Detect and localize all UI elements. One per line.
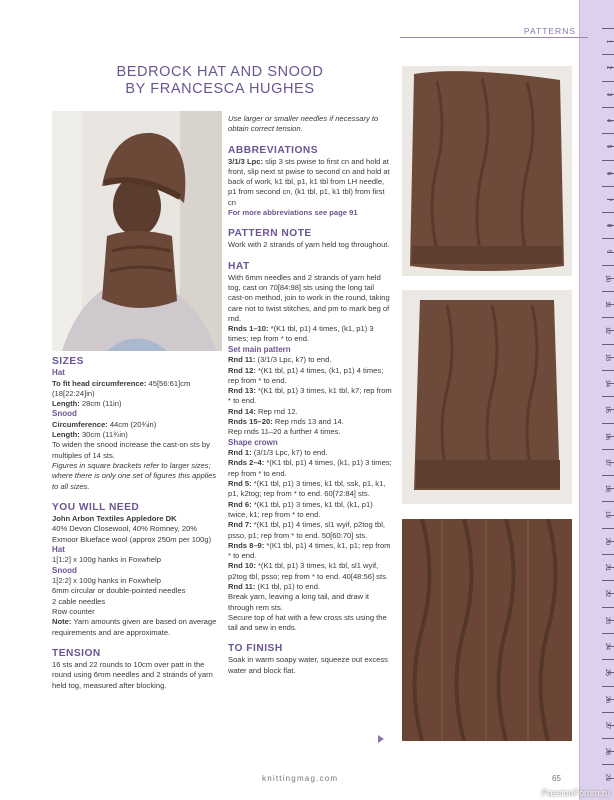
round-11 [228, 355, 392, 365]
abbreviations-heading: ABBREVIATIONS [228, 144, 319, 156]
model-photo [52, 111, 222, 351]
ruler-label: 3 [605, 92, 613, 96]
snood-length-value: 30cm (11¾in) [79, 430, 128, 440]
yarn-note [52, 617, 220, 638]
to-finish-heading: TO FINISH [228, 643, 283, 655]
rounds-text: Rep rnd 12. [255, 406, 298, 416]
ruler-label: 26 [603, 695, 611, 703]
rounds-label: Rnd 13: [228, 386, 256, 396]
ruler-label: 4 [605, 118, 613, 123]
ruler-label: 20 [603, 537, 611, 545]
ruler-label: 1 [605, 39, 613, 44]
crown-rounds-2-4 [228, 458, 392, 479]
pattern-note-text: Work with 2 strands of yarn held tog throughout. [228, 240, 390, 250]
rounds-text: *(K1 tbl, p1) 4 times, sl1 wyif, p2tog tbl, psso, p1; rep from * to end. 50[60:70] sts. [228, 520, 385, 540]
rounds-label: Rnd 11: [228, 581, 256, 591]
circ-value: 44cm (20¾in) [107, 419, 157, 429]
ruler-tick [602, 449, 614, 450]
ruler-label: 5 [605, 144, 613, 149]
rounds-text: *(K1 tbl, p1) 4 times, (k1, p1) 4 times; rep from * to end. [228, 365, 384, 385]
header-rule [400, 37, 588, 38]
ruler-tick [602, 475, 614, 476]
crown-round-6 [228, 500, 392, 521]
watermark: PassionForum.ru [541, 788, 610, 798]
widen-note: To widen the snood increase the cast-on sts by multiples of 14 sts. [52, 440, 210, 460]
ruler-label: 25 [603, 669, 611, 677]
row-counter: Row counter [52, 607, 95, 617]
yarn-name: John Arbon Textiles Appledore DK [52, 513, 177, 523]
ruler-tick [602, 580, 614, 581]
yarn-note-text: Yarn amounts given are based on average requirements and are approximate. [52, 617, 217, 637]
ruler-label: 17 [603, 458, 611, 466]
ruler-tick [602, 265, 614, 266]
length-value: 28cm (11in) [79, 399, 122, 409]
rounds-label: Rnds 1–10: [228, 324, 269, 334]
rounds-label: Rnds 8–9: [228, 540, 265, 550]
more-abbreviations-link[interactable]: For more abbreviations see page 91 [228, 208, 358, 218]
ruler-tick [602, 370, 614, 371]
rounds-text: *(K1 tbl, p1) 4 times, k1, p1; rep from * to end. [228, 540, 391, 561]
need-snood-heading: Snood [52, 565, 77, 575]
ruler-label: 28 [603, 747, 611, 756]
cable-needles: 2 cable needles [52, 596, 106, 606]
rounds-text: *(K1 tbl, p1) 3 times, k1 tbl, ssk, p1, k1, p1, k2tog; rep from * to end. 60[72:84] sts. [228, 479, 386, 499]
ruler-label: 14 [603, 379, 611, 388]
section-tag: PATTERNS [523, 26, 576, 36]
set-main-pattern-heading: Set main pattern [228, 344, 291, 354]
ruler-tick [602, 160, 614, 161]
rounds-label: Rnd 5: [228, 479, 252, 489]
snood-length-label: Length: [52, 430, 80, 440]
page-title [100, 64, 340, 98]
rounds-label: Rnd 1: [228, 448, 252, 458]
ruler-tick [602, 28, 614, 29]
rounds-15-20 [228, 417, 392, 427]
abbreviation-label: 3/1/3 Lpc: [228, 156, 264, 166]
ruler-tick [602, 54, 614, 55]
yarn-description: 40% Devon Closewool, 40% Romney, 20% Exmoor Blueface wool (approx 250m per 100g) [52, 524, 212, 544]
ruler-tick [602, 317, 614, 318]
needles-note: Use larger or smaller needles if necessary to obtain correct tension. [228, 114, 379, 134]
brackets-note: Figures in square brackets refer to larger sizes; where there is only one set of figures this applies to all sizes. [52, 461, 217, 491]
shape-crown-heading: Shape crown [228, 437, 278, 447]
rounds-text: Rep rnds 13 and 14. [272, 417, 344, 427]
continue-arrow-icon [378, 735, 384, 743]
ruler-tick [602, 633, 614, 634]
rounds-label: Rnd 7: [228, 520, 252, 530]
tension-heading: TENSION [52, 647, 101, 659]
ruler-tick [602, 659, 614, 660]
round-13 [228, 386, 392, 407]
rounds-text: *(K1 tbl, p1) 4 times, (k1, p1) 3 times; rep from * to end. [228, 458, 392, 478]
ruler-label: 7 [605, 197, 613, 202]
rounds-text: *(K1 tbl, p1) 3 times, k1 tbl, sl1 wyif, p2tog tbl, psso; rep from * to end. 40[48:56] sts. [228, 561, 388, 581]
ruler-label: 18 [603, 484, 611, 493]
snood-photo [402, 290, 572, 504]
crown-round-7 [228, 520, 392, 541]
fit-value: 45[56:61]cm (18[22:24]in) [52, 378, 191, 398]
ruler-tick [602, 344, 614, 345]
ruler-label: 29 [603, 774, 611, 782]
rounds-label: Rnds 2–4: [228, 458, 265, 468]
rounds-1-10 [228, 324, 392, 345]
ruler-tick [602, 501, 614, 502]
ruler-tick [602, 528, 614, 529]
title-line: BEDROCK HAT AND SNOOD [116, 64, 324, 80]
fit-line [52, 379, 220, 400]
crown-round-5 [228, 479, 392, 500]
secure-top: Secure top of hat with a few cross sts using the tail and sew in ends. [228, 612, 387, 633]
break-yarn: Break yarn, leaving a long tail, and draw it through rem sts. [228, 592, 369, 612]
crown-round-11 [228, 582, 392, 592]
rounds-label: Rnd 6: [228, 499, 252, 509]
ruler-tick [602, 396, 614, 397]
rounds-text: *(K1 tbl, p1) 3 times, k1 tbl, k7; rep from * to end. [228, 386, 392, 406]
repeat-rounds: Rep rnds 11–20 a further 4 times. [228, 427, 341, 437]
length-line [52, 399, 220, 409]
ruler-label: 12 [603, 327, 611, 335]
hat-photo [402, 66, 572, 276]
circ-line [52, 420, 220, 430]
ruler-label: 8 [605, 223, 613, 228]
need-hat-heading: Hat [52, 544, 65, 554]
ruler-tick [602, 607, 614, 608]
middle-column [228, 114, 392, 676]
rounds-label: Rnd 12: [228, 365, 256, 375]
you-will-need-heading: YOU WILL NEED [52, 501, 140, 513]
ruler-label: 15 [603, 406, 611, 414]
rounds-label: Rnd 10: [228, 561, 256, 571]
ruler-tick [602, 186, 614, 187]
ruler-tick [602, 133, 614, 134]
ruler-label: 11 [604, 301, 612, 308]
crown-round-10 [228, 561, 392, 582]
ruler-label: 16 [603, 432, 611, 440]
ruler-label: 22 [603, 590, 611, 598]
left-column [52, 355, 220, 691]
sizes-hat-heading: Hat [52, 368, 65, 377]
ruler-label: 2 [605, 65, 613, 70]
ruler-label: 6 [605, 171, 613, 175]
yarn-note-label: Note: [52, 617, 72, 627]
pattern-note-heading: PATTERN NOTE [228, 228, 312, 240]
ruler-label: 19 [603, 511, 611, 519]
rounds-text: (K1 tbl, p1) to end. [255, 581, 321, 591]
measuring-ruler [579, 0, 614, 800]
page-number: 65 [552, 774, 561, 783]
ruler-tick [602, 738, 614, 739]
ruler-label: 27 [603, 721, 611, 729]
rounds-label: Rnd 14: [228, 406, 256, 416]
need-hat-quantity: 1[1:2] x 100g hanks in Foxwhelp [52, 555, 161, 565]
crown-round-1 [228, 448, 392, 458]
ruler-label: 9 [605, 250, 613, 254]
hat-intro: With 6mm needles and 2 strands of yarn held tog, cast on 70[84:98] sts using the long tail cast-on method, join to work in the round, taking care not to twist stitches, and pm to mark beg of rnd. [228, 272, 390, 323]
ruler-label: 21 [603, 563, 611, 572]
length-label: Length: [52, 399, 80, 409]
ruler-tick [602, 212, 614, 213]
footer-url: knittingmag.com [262, 774, 339, 783]
rounds-label: Rnds 15–20: [228, 417, 273, 427]
ruler-tick [602, 238, 614, 239]
finish-text: Soak in warm soapy water, squeeze out excess water and block flat. [228, 655, 388, 675]
ruler-tick [602, 554, 614, 555]
crown-rounds-8-9 [228, 541, 392, 562]
ruler-label: 13 [603, 353, 611, 361]
circ-label: Circumference: [52, 419, 108, 429]
ruler-label: 23 [603, 616, 611, 624]
ruler-tick [602, 107, 614, 108]
snood-length-line [52, 430, 220, 440]
rounds-text: (3/1/3 Lpc, k7) to end. [255, 355, 332, 365]
fit-label: To fit head circumference: [52, 378, 147, 388]
sizes-snood-heading: Snood [52, 409, 77, 419]
abbreviation-text: slip 3 sts pwise to first cn and hold at front, slip next st pwise to second cn and hold at back of work, k1 tbl, p1, k1 tbl from LH needle, p1 from second cn, (k1 tbl, p1, k1 tbl) from first cn [228, 156, 390, 207]
round-14 [228, 407, 392, 417]
ruler-label: 24 [603, 642, 611, 651]
byline: BY FRANCESCA HUGHES [125, 81, 315, 97]
hat-heading: HAT [228, 260, 250, 272]
abbreviation-lpc [228, 157, 392, 208]
ruler-tick [602, 291, 614, 292]
rounds-text: (3/1/3 Lpc, k7) to end. [251, 448, 328, 458]
sizes-heading: SIZES [52, 356, 84, 367]
ruler-tick [602, 81, 614, 82]
ruler-tick [602, 712, 614, 713]
round-12 [228, 366, 392, 387]
tension-text: 16 sts and 22 rounds to 10cm over patt in the round using 6mm needles and 2 strands of yarn held tog, measured after blocking. [52, 659, 213, 690]
ruler-tick [602, 764, 614, 765]
rounds-text: *(K1 tbl, p1) 3 times, k1 tbl, (k1, p1) twice, k1; rep from * to end. [228, 499, 373, 519]
ruler-label: 10 [603, 274, 611, 282]
needles: 6mm circular or double-pointed needles [52, 586, 186, 596]
need-snood-quantity: 1[2:2] x 100g hanks in Foxwhelp [52, 576, 161, 586]
ruler-tick [602, 686, 614, 687]
rounds-label: Rnd 11: [228, 355, 256, 365]
rounds-text: *(K1 tbl, p1) 4 times, (k1, p1) 3 times; rep from * to end. [228, 324, 374, 344]
ruler-tick [602, 423, 614, 424]
texture-photo [402, 519, 572, 741]
